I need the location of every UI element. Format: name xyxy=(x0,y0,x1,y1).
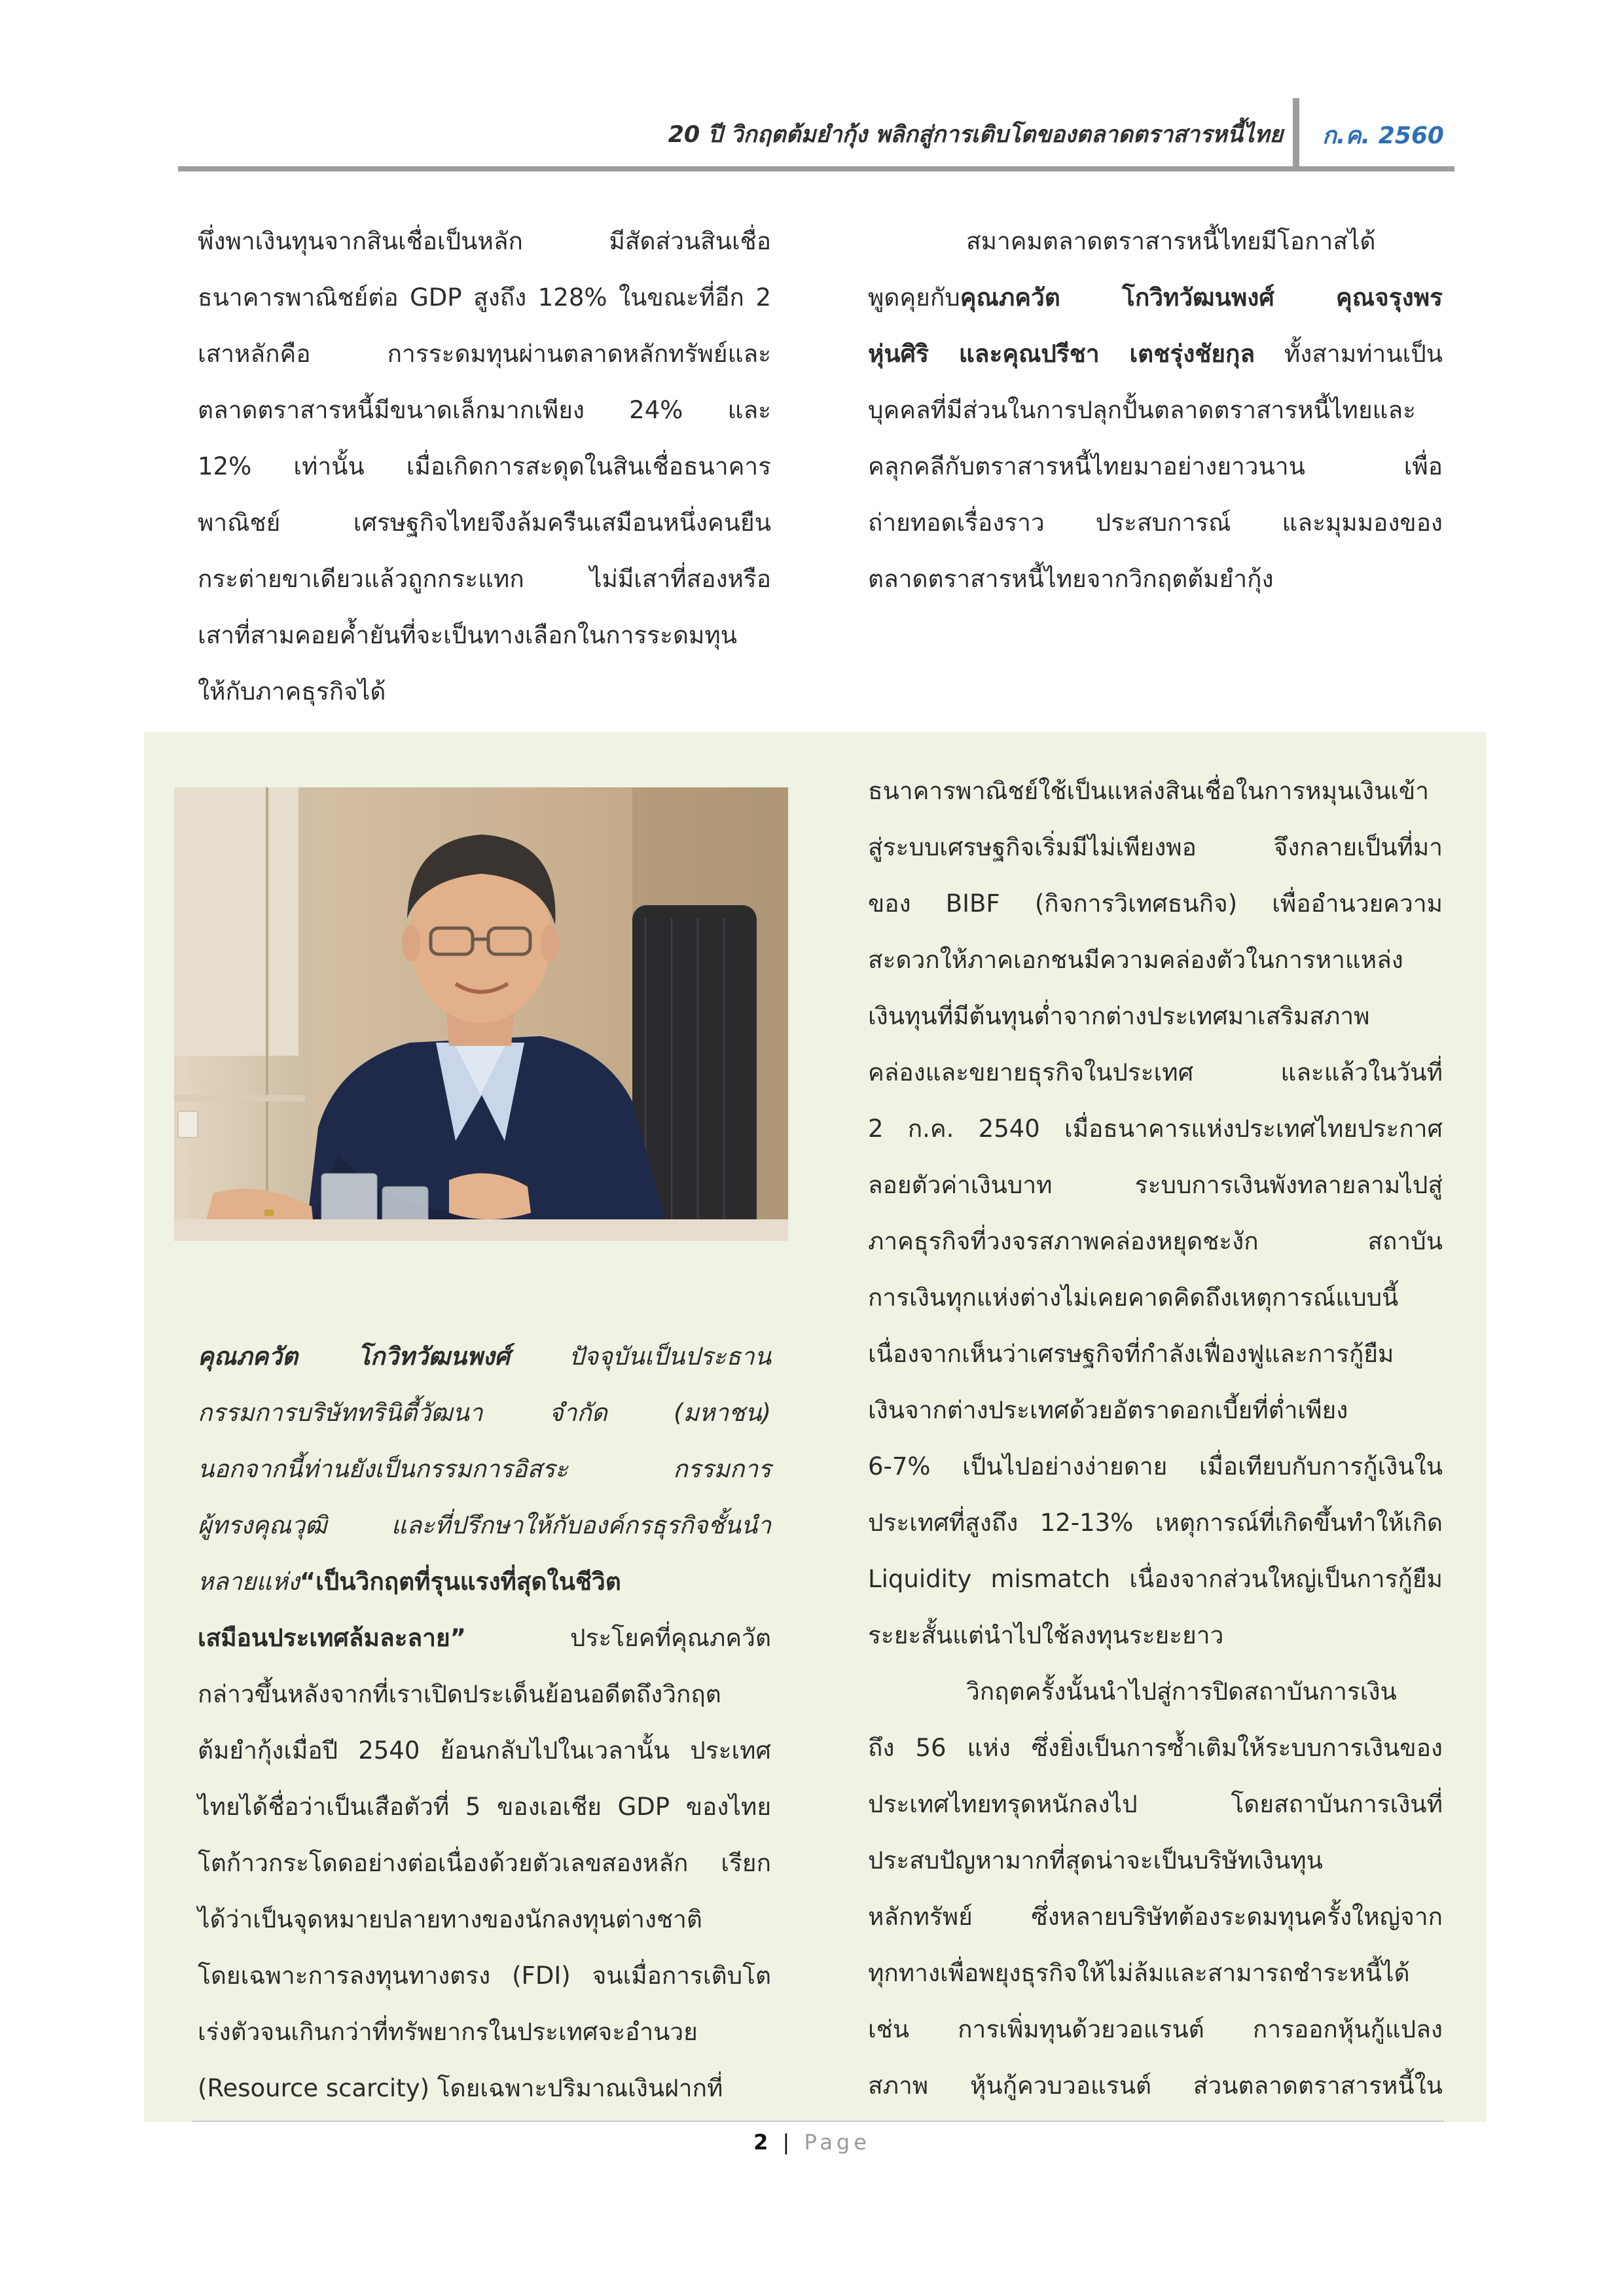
profile-name: คุณภควัต โกวิทวัฒนพงศ์ xyxy=(198,1342,511,1371)
text-line: ธนาคารพาณิชย์ใช้เป็นแหล่งสินเชื่อในการหมุนเงินเข้า xyxy=(868,777,1429,805)
text-line: หลักทรัพย์ ซึ่งหลายบริษัทต้องระดมทุนครั้งใหญ่จาก xyxy=(868,1903,1443,1931)
text-line: กรรมการบริษัททรินิตี้วัฒนา จำกัด (มหาชน) xyxy=(198,1399,771,1427)
page-footer xyxy=(0,2130,1624,2155)
text-fragment: พูดคุยกับ xyxy=(868,283,960,312)
text-line: ได้ว่าเป็นจุดหมายปลายทางของนักลงทุนต่างชาติ xyxy=(198,1905,702,1933)
text-fragment: ทั้งสามท่านเป็น xyxy=(1255,340,1443,368)
text-line xyxy=(868,326,1443,382)
text-line: ประเทศไทยทรุดหนักลงไป โดยสถาบันการเงินที่ xyxy=(868,1790,1443,1818)
text-line: วิกฤตครั้งนั้นนำไปสู่การปิดสถาบันการเงิน xyxy=(966,1677,1397,1706)
text-line: ระยะสั้นแต่นำไปใช้ลงทุนระยะยาว xyxy=(868,1621,1224,1649)
text-line: 2 ก.ค. 2540 เมื่อธนาคารแห่งประเทศไทยประกาศ xyxy=(868,1115,1443,1143)
text-line: 12% เท่านั้น เมื่อเกิดการสะดุดในสินเชื่อธนาคาร xyxy=(198,452,771,480)
text-line: เร่งตัวจนเกินกว่าที่ทรัพยากรในประเทศจะอำนวย xyxy=(198,2018,698,2046)
text-line: ผู้ทรงคุณวุฒิ และที่ปรึกษาให้กับองค์กรธุรกิจชั้นนำ xyxy=(198,1511,771,1539)
text-line: พึ่งพาเงินทุนจากสินเชื่อเป็นหลัก มีสัดส่วนสินเชื่อ xyxy=(198,227,771,255)
text-line: ของ BIBF (กิจการวิเทศธนกิจ) เพื่ออำนวยความ xyxy=(868,889,1443,918)
text-line: ประสบปัญหามากที่สุดน่าจะเป็นบริษัทเงินทุน xyxy=(868,1846,1323,1874)
text-line: เช่น การเพิ่มทุนด้วยวอแรนต์ การออกหุ้นกู้แปลง xyxy=(868,2015,1443,2043)
page-label: Page xyxy=(804,2130,871,2155)
text-line xyxy=(198,1554,771,1610)
pull-quote: “เป็นวิกฤตที่รุนแรงที่สุดในชีวิต xyxy=(299,1568,621,1596)
text-line: ถึง 56 แห่ง ซึ่งยิ่งเป็นการซ้ำเติมให้ระบบการเงินของ xyxy=(868,1734,1443,1762)
text-line: ไทยได้ชื่อว่าเป็นเสือตัวที่ 5 ของเอเชีย GDP ของไทย xyxy=(198,1793,771,1821)
intro-right-column xyxy=(868,213,1443,607)
header-rule xyxy=(178,166,1454,171)
text-line: เสาที่สามคอยค้ำยันที่จะเป็นทางเลือกในการระดมทุน xyxy=(198,621,738,649)
intro-left-column xyxy=(198,213,771,720)
footer-rule xyxy=(192,2121,1444,2122)
footer-separator: | xyxy=(782,2130,794,2155)
text-line: บุคคลที่มีส่วนในการปลุกปั้นตลาดตราสารหนี้ไทยและ xyxy=(868,396,1416,424)
text-line xyxy=(868,270,1443,326)
text-line: สมาคมตลาดตราสารหนี้ไทยมีโอกาสได้ xyxy=(966,227,1376,255)
text-line: เงินทุนที่มีต้นทุนต่ำจากต่างประเทศมาเสริมสภาพ xyxy=(868,1002,1370,1030)
text-line: คลุกคลีกับตราสารหนี้ไทยมาอย่างยาวนาน เพื่อ xyxy=(868,452,1443,480)
text-fragment: ประโยคที่คุณภควัต xyxy=(465,1624,771,1652)
text-line: ให้กับภาคธุรกิจได้ xyxy=(198,677,386,706)
profile-caption xyxy=(198,1329,771,2117)
text-line: Liquidity mismatch เนื่องจากส่วนใหญ่เป็นการกู้ยืม xyxy=(868,1565,1443,1593)
text-line: ถ่ายทอดเรื่องราว ประสบการณ์ และมุมมองของ xyxy=(868,509,1443,537)
text-line: เนื่องจากเห็นว่าเศรษฐกิจที่กำลังเฟื่องฟูและการกู้ยืม xyxy=(868,1340,1394,1368)
text-line: เงินจากต่างประเทศด้วยอัตราดอกเบี้ยที่ต่ำเพียง xyxy=(868,1396,1348,1424)
interviewee-names: คุณภควัต โกวิทวัฒนพงศ์ คุณจรุงพร xyxy=(960,283,1443,312)
text-line: (Resource scarcity) โดยเฉพาะปริมาณเงินฝากที่ xyxy=(198,2074,723,2102)
text-line: กล่าวขึ้นหลังจากที่เราเปิดประเด็นย้อนอดีตถึงวิกฤต xyxy=(198,1680,721,1708)
interviewee-names: หุ่นศิริ และคุณปรีชา เตชรุ่งชัยกุล xyxy=(868,340,1255,368)
text-line: โตก้าวกระโดดอย่างต่อเนื่องด้วยตัวเลขสองหลัก เรียก xyxy=(198,1849,771,1877)
page-number: 2 xyxy=(753,2130,772,2155)
text-line: สะดวกให้ภาคเอกชนมีความคล่องตัวในการหาแหล่ง xyxy=(868,946,1403,974)
text-line xyxy=(198,1329,771,1385)
text-line: สภาพ หุ้นกู้ควบวอแรนต์ ส่วนตลาดตราสารหนี้ใน xyxy=(868,2072,1443,2100)
text-line: โดยเฉพาะการลงทุนทางตรง (FDI) จนเมื่อการเติบโต xyxy=(198,1962,771,1990)
text-line: ประเทศที่สูงถึง 12-13% เหตุการณ์ที่เกิดขึ้นทำให้เกิด xyxy=(868,1509,1443,1537)
text-line: ตลาดตราสารหนี้ไทยจากวิกฤตต้มยำกุ้ง xyxy=(868,565,1274,593)
text-fragment: หลายแห่ง xyxy=(198,1568,300,1596)
text-line: 6-7% เป็นไปอย่างง่ายดาย เมื่อเทียบกับการกู้เงินใน xyxy=(868,1452,1443,1480)
pull-quote: เสมือนประเทศล้มละลาย” xyxy=(198,1624,466,1652)
text-line: ธนาคารพาณิชย์ต่อ GDP สูงถึง 128% ในขณะที่อีก 2 xyxy=(198,283,771,312)
text-line: ต้มยำกุ้งเมื่อปี 2540 ย้อนกลับไปในเวลานั้น ประเทศ xyxy=(198,1736,771,1765)
text-line: สู่ระบบเศรษฐกิจเริ่มมีไม่เพียงพอ จึงกลายเป็นที่มา xyxy=(868,833,1443,861)
text-line xyxy=(198,1610,771,1666)
interviewee-photo xyxy=(174,787,788,1241)
text-line: คล่องและขยายธุรกิจในประเทศ และแล้วในวันที่ xyxy=(868,1058,1443,1086)
text-fragment: ปัจจุบันเป็นประธาน xyxy=(510,1342,772,1371)
text-line: ภาคธุรกิจที่วงจรสภาพคล่องหยุดชะงัก สถาบัน xyxy=(868,1227,1443,1255)
text-line: การเงินทุกแห่งต่างไม่เคยคาดคิดถึงเหตุการณ์แบบนี้ xyxy=(868,1283,1399,1312)
text-line: ลอยตัวค่าเงินบาท ระบบการเงินพังทลายลามไปสู่ xyxy=(868,1171,1443,1199)
text-line: กระต่ายขาเดียวแล้วถูกกระแทก ไม่มีเสาที่สองหรือ xyxy=(198,565,771,593)
text-line: เสาหลักคือ การระดมทุนผ่านตลาดหลักทรัพย์และ xyxy=(198,340,771,368)
text-line: พาณิชย์ เศรษฐกิจไทยจึงล้มครืนเสมือนหนึ่งคนยืน xyxy=(198,509,771,537)
header-divider xyxy=(1293,98,1299,168)
story-right-column xyxy=(868,763,1443,2114)
text-line: ทุกทางเพื่อพยุงธุรกิจให้ไม่ล้มและสามารถชำระหนี้ได้ xyxy=(868,1959,1410,1987)
text-line: ตลาดตราสารหนี้มีขนาดเล็กมากเพียง 24% และ xyxy=(198,396,771,424)
header-title: 20 ปี วิกฤตต้มยำกุ้ง พลิกสู่การเติบโตของตลาดตราสารหนี้ไทย xyxy=(668,122,1283,148)
text-line: นอกจากนี้ท่านยังเป็นกรรมการอิสระ กรรมการ xyxy=(198,1455,771,1483)
header-date: ก.ค. 2560 xyxy=(1322,122,1444,149)
